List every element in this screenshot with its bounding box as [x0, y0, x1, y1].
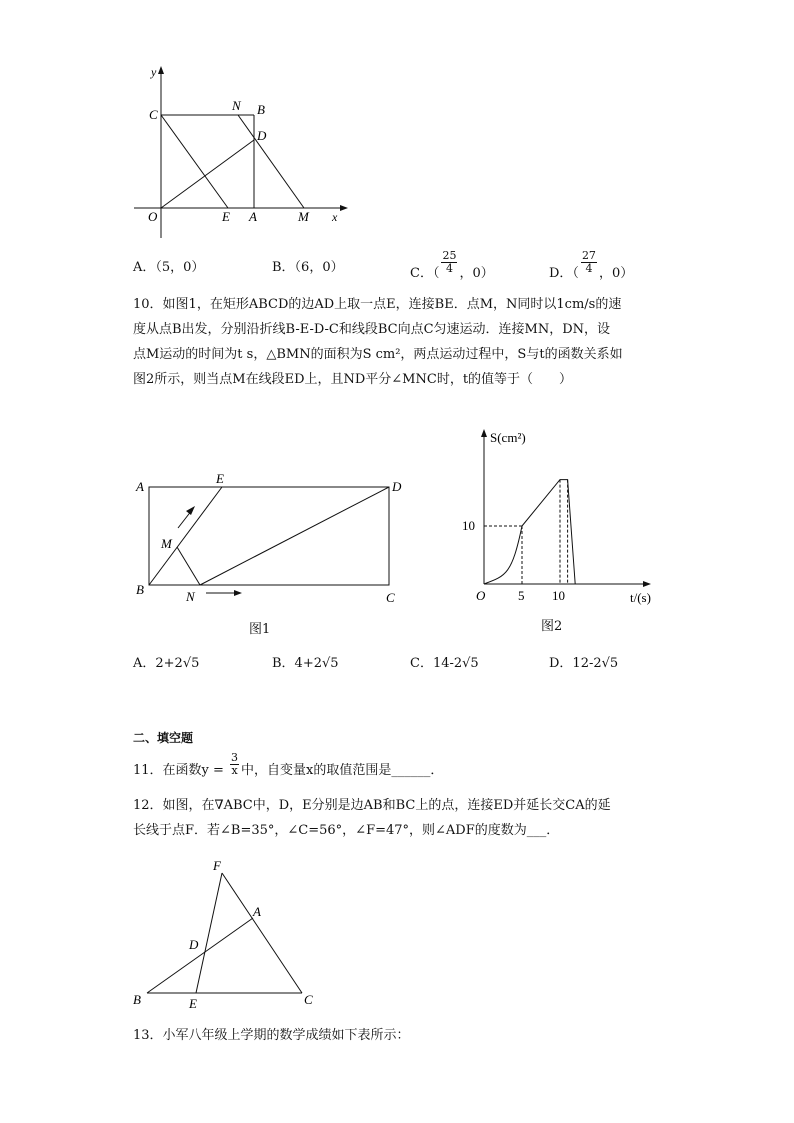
label-C: C — [149, 107, 158, 122]
q10-figure-2-chart — [458, 420, 668, 610]
y-axis-arrow — [158, 66, 164, 74]
q10-option-a: A．2+2√5 — [133, 656, 200, 671]
x-axis-arrow — [340, 205, 348, 211]
q11-suffix: 中，自变量x的取值范围是______． — [241, 763, 444, 778]
fig1-label-E: E — [216, 471, 224, 486]
q11-question — [133, 752, 443, 777]
fraction-numerator: 25 — [442, 249, 457, 262]
q10-line-4: 图2所示，则当点M在线段ED上，且ND平分∠MNC时，t的值等于（ ） — [133, 372, 573, 387]
label-y: y — [151, 65, 157, 79]
q11-prefix: 11．在函数y = — [133, 763, 229, 778]
fig2-origin: O — [476, 588, 486, 603]
fig1-label-A: A — [136, 479, 144, 494]
fig1-label-M: M — [161, 536, 172, 551]
q9-option-d — [549, 249, 634, 281]
section-title: 二、填空题 — [133, 731, 194, 745]
fraction-denominator: 4 — [585, 262, 593, 275]
q9-option-c — [410, 249, 494, 281]
fig2-y-axis-arrow — [481, 429, 487, 437]
fig3-label-B: B — [133, 992, 141, 1007]
q9-option-c-suffix: ，0） — [459, 266, 494, 281]
fig2-tick-x5: 5 — [518, 588, 525, 603]
q12-line-2: 长线于点F．若∠B=35°，∠C=56°，∠F=47°，则∠ADF的度数为___． — [133, 823, 560, 838]
fig1-caption: 图1 — [249, 622, 271, 637]
label-M: M — [298, 209, 309, 224]
label-D: D — [257, 128, 267, 143]
q10-line-2: 度从点B出发，分别沿折线B-E-D-C和线段BC向点C匀速运动．连接MN，DN，设 — [133, 322, 611, 337]
q10-figure-1 — [130, 470, 410, 610]
q11-fraction — [230, 752, 239, 777]
q10-question — [133, 292, 673, 392]
q12-triangle-figure — [128, 852, 328, 1012]
q10-line-1: 10．如图1，在矩形ABCD的边AD上取一点E，连接BE．点M，N同时以1cm/s的速 — [133, 297, 622, 312]
fig1-label-C: C — [386, 590, 395, 605]
q10-option-c: C．14-2√5 — [410, 656, 479, 671]
fig2-series-curve — [484, 526, 522, 584]
fig3-label-C: C — [304, 992, 313, 1007]
q9-option-c-prefix: C．（ — [410, 266, 440, 281]
fig2-x-axis-arrow — [643, 581, 651, 587]
q10-line-3: 点M运动的时间为t s，△BMN的面积为S cm²，两点运动过程中，S与t的函数关系如 — [133, 347, 623, 362]
fraction-numerator: 3 — [231, 751, 239, 764]
q9-figure — [120, 60, 360, 250]
q13-question: 13．小军八年级上学期的数学成绩如下表所示： — [133, 1028, 410, 1043]
q9-option-d-suffix: ，0） — [598, 266, 634, 281]
fig2-ylabel: S(cm²) — [490, 430, 526, 445]
q12-question — [133, 793, 611, 843]
fig3-label-D: D — [189, 937, 199, 952]
fig1-label-N: N — [186, 589, 195, 604]
label-E: E — [222, 209, 230, 224]
fraction-numerator: 27 — [581, 249, 596, 262]
label-A: A — [249, 209, 257, 224]
q9-option-c-fraction — [441, 250, 457, 275]
fig3-label-A: A — [253, 904, 261, 919]
fig1-label-D: D — [392, 479, 402, 494]
fig2-xlabel: t/(s) — [630, 590, 651, 605]
q10-option-b: B．4+2√5 — [272, 656, 339, 671]
q9-option-a: A．（5，0） — [133, 260, 205, 275]
q9-option-b: B．（6，0） — [272, 260, 344, 275]
fig2-tick-y10: 10 — [462, 518, 475, 533]
fig1-label-B: B — [136, 582, 144, 597]
fraction-denominator: 4 — [445, 262, 453, 275]
fig2-caption: 图2 — [541, 619, 563, 634]
label-x: x — [332, 210, 338, 224]
label-O: O — [148, 209, 158, 224]
q10-option-d: D．12-2√5 — [549, 656, 619, 671]
fig3-label-E: E — [189, 996, 197, 1011]
q9-option-d-fraction — [581, 250, 597, 275]
fraction-denominator: x — [231, 764, 238, 777]
fig2-tick-x10: 10 — [552, 588, 565, 603]
q9-option-d-prefix: D．（ — [549, 266, 579, 281]
label-N: N — [232, 98, 241, 113]
q12-line-1: 12．如图，在∇ABC中，D，E分别是边AB和BC上的点，连接ED并延长交CA的延 — [133, 798, 611, 813]
fig3-label-F: F — [213, 858, 221, 873]
label-B: B — [257, 102, 265, 117]
